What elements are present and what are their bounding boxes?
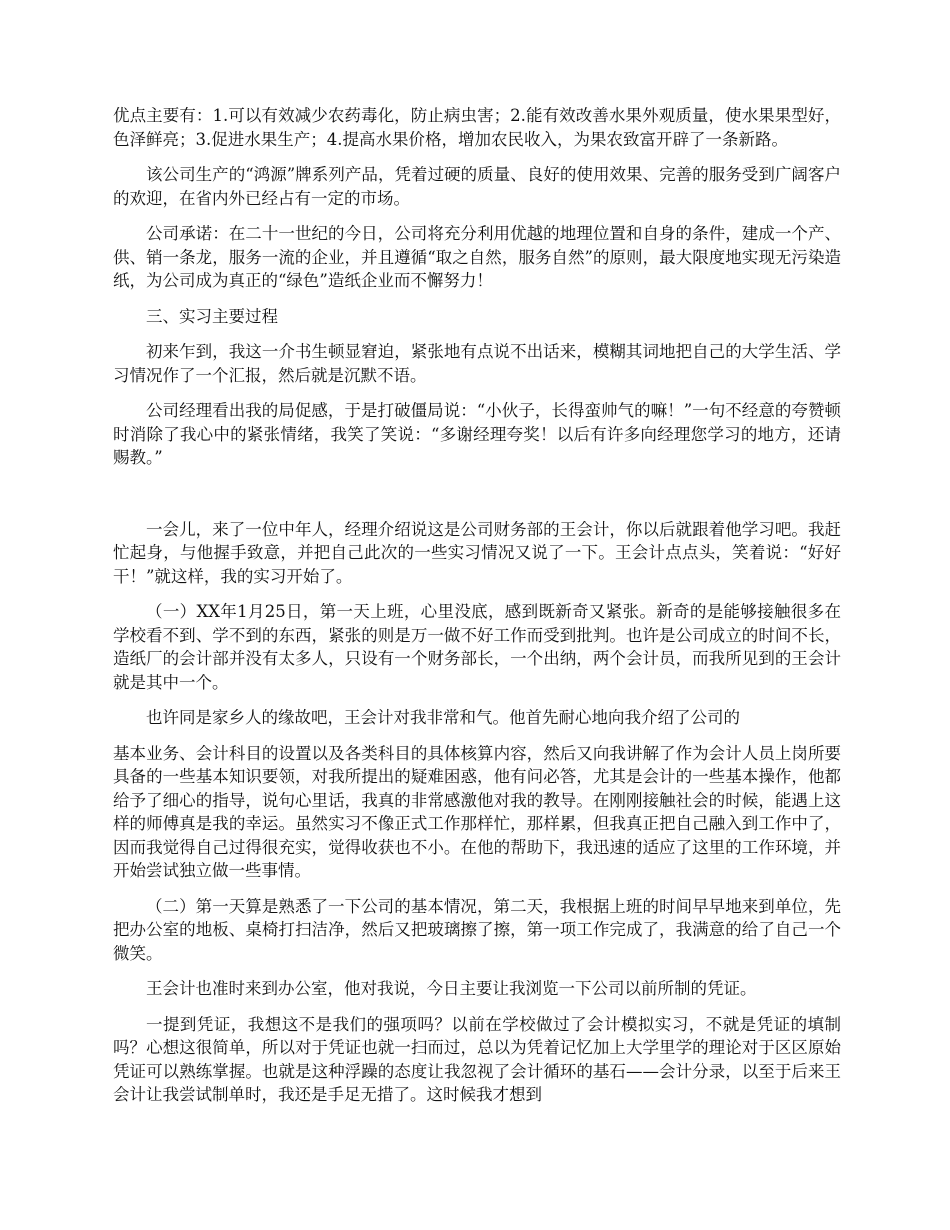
paragraph-first-arrival: 初来乍到，我这一介书生顿显窘迫，紧张地有点说不出话来，模糊其词地把自己的大学生活、学习情况作了一个汇报，然后就是沉默不语。 <box>113 342 841 385</box>
document-page <box>113 104 841 1119</box>
paragraph-first-day: （一）XX年1月25日，第一天上班，心里没底，感到既新奇又紧张。新奇的是能够接触很多在学校看不到、学不到的东西，紧张的则是万一做不好工作而受到批判。也许是公司成立的时间不长，造纸厂的会计部并没有太多人，只设有一个财务部长，一个出纳，两个会计员，而我所见到的王会计就是其中一个。 <box>113 602 841 692</box>
section-heading-internship-process: 三、实习主要过程 <box>146 306 278 326</box>
paragraph-meet-accountant: 一会儿，来了一位中年人，经理介绍说这是公司财务部的王会计，你以后就跟着他学习吧。我赶忙起身，与他握手致意，并把自己此次的一些实习情况又说了一下。王会计点点头，笑着说：“好好干！”就这样，我的实习开始了。 <box>113 519 841 586</box>
paragraph-voucher-reflection: 一提到凭证，我想这不是我们的强项吗？以前在学校做过了会计模拟实习，不就是凭证的填制吗？心想这很简单，所以对于凭证也就一扫而过，总以为凭着记忆加上大学里学的理论对于区区原始凭证可以熟练掌握。也就是这种浮躁的态度让我忽视了会计循环的基石——会计分录，以至于后来王会计让我尝试制单时，我还是手足无措了。这时候我才想到 <box>113 1014 841 1104</box>
paragraph-basic-business: 基本业务、会计科目的设置以及各类科目的具体核算内容，然后又向我讲解了作为会计人员上岗所要具备的一些基本知识要领，对我所提出的疑难困惑，他有问必答，尤其是会计的一些基本操作，他都给予了细心的指导，说句心里话，我真的非常感激他对我的教导。在刚刚接触社会的时候，能遇上这样的师傅真是我的幸运。虽然实习不像正式工作那样忙，那样累，但我真正把自己融入到工作中了，因而我觉得自己过得很充实，觉得收获也不小。在他的帮助下，我迅速的适应了这里的工作环境，并开始尝试独立做一些事情。 <box>113 743 841 880</box>
paragraph-company-promise: 公司承诺：在二十一世纪的今日，公司将充分利用优越的地理位置和自身的条件，建成一个产、供、销一条龙，服务一流的企业，并且遵循“取之自然，服务自然”的原则，最大限度地实现无污染造纸，为公司成为真正的“绿色”造纸企业而不懈努力！ <box>113 224 841 290</box>
paragraph-manager-praise: 公司经理看出我的局促感，于是打破僵局说：“小伙子，长得蛮帅气的嘛！”一句不经意的夸赞顿时消除了我心中的紧张情绪，我笑了笑说：“多谢经理夸奖！以后有许多向经理您学习的地方，还请赐教。” <box>113 401 841 467</box>
paragraph-second-day: （二）第一天算是熟悉了一下公司的基本情况，第二天，我根据上班的时间早早地来到单位，先把办公室的地板、桌椅打扫洁净，然后又把玻璃擦了擦，第一项工作完成了，我满意的给了自己一个微笑。 <box>113 896 841 963</box>
paragraph-hongyuan-brand: 该公司生产的“鸿源”牌系列产品，凭着过硬的质量、良好的使用效果、完善的服务受到广阔客户的欢迎，在省内外已经占有一定的市场。 <box>113 165 841 208</box>
paragraph-fruit-benefits: 优点主要有：1.可以有效减少农药毒化，防止病虫害；2.能有效改善水果外观质量，使水果果型好，色泽鲜亮；3.促进水果生产；4.提高水果价格，增加农民收入，为果农致富开辟了一条新路。 <box>113 106 841 149</box>
paragraph-browse-vouchers: 王会计也准时来到办公室，他对我说，今日主要让我浏览一下公司以前所制的凭证。 <box>146 979 757 998</box>
paragraph-hometown: 也许同是家乡人的缘故吧，王会计对我非常和气。他首先耐心地向我介绍了公司的 <box>146 708 740 727</box>
paragraph-gap <box>113 482 841 518</box>
